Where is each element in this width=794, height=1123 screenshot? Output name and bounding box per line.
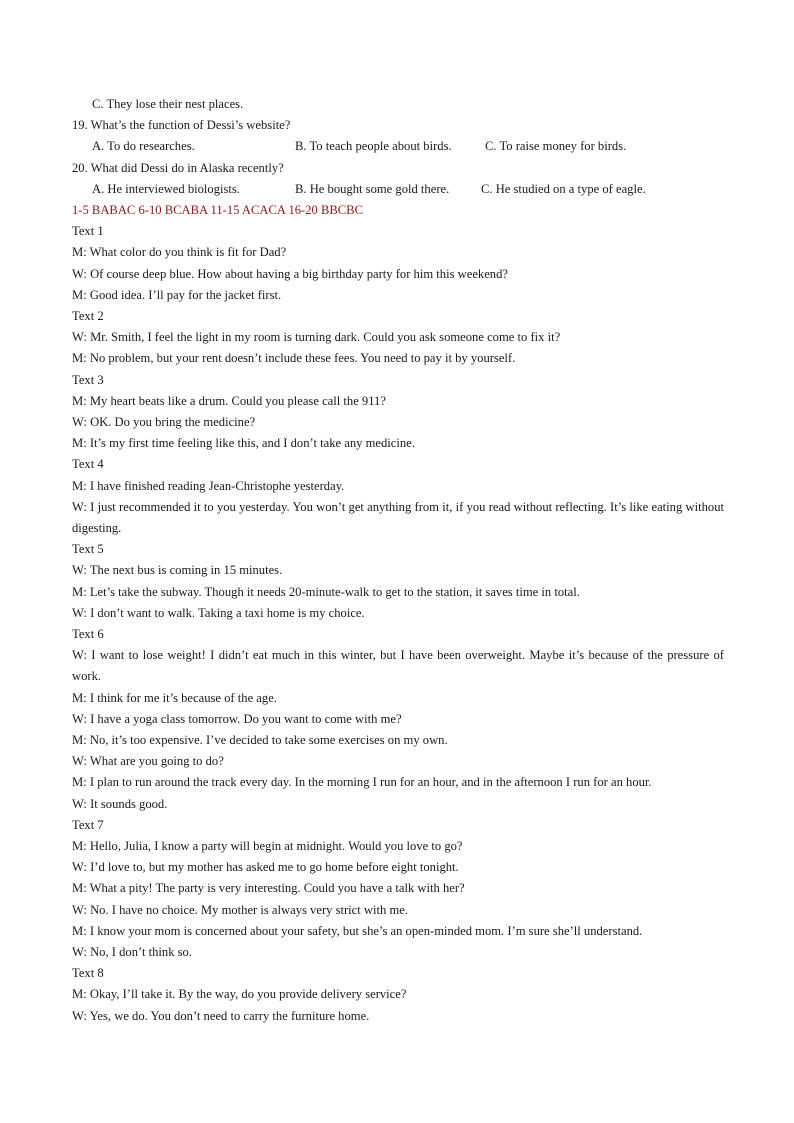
transcript-line: M: What color do you think is fit for Dad? <box>72 245 287 259</box>
transcript-line: M: I plan to run around the track every day. In the morning I run for an hour, and in the afternoon I run for an hour. <box>72 775 652 789</box>
q19-option-a: A. To do researches. <box>92 139 195 153</box>
transcript-line: W: No, I don’t think so. <box>72 945 192 959</box>
transcript-line: M: No problem, but your rent doesn’t include these fees. You need to pay it by yourself. <box>72 351 516 365</box>
transcript-line: W: Yes, we do. You don’t need to carry the furniture home. <box>72 1009 370 1023</box>
transcript-line: W: I just recommended it to you yesterday. You won’t get anything from it, if you read without reflecting. It’s like eating without digesting. <box>72 500 724 535</box>
transcript-line: W: I have a yoga class tomorrow. Do you want to come with me? <box>72 712 402 726</box>
transcript-line: M: No, it’s too expensive. I’ve decided to take some exercises on my own. <box>72 733 448 747</box>
transcript-line: M: Let’s take the subway. Though it needs 20-minute-walk to get to the station, it saves time in total. <box>72 585 580 599</box>
transcript-line: W: What are you going to do? <box>72 754 224 768</box>
text-5-heading: Text 5 <box>72 542 104 556</box>
transcript-line: M: My heart beats like a drum. Could you please call the 911? <box>72 394 386 408</box>
text-6-heading: Text 6 <box>72 627 104 641</box>
answer-key: 1-5 BABAC 6-10 BCABA 11-15 ACACA 16-20 BBCBC <box>72 203 363 217</box>
transcript-line: W: It sounds good. <box>72 797 168 811</box>
transcript-line: W: I don’t want to walk. Taking a taxi home is my choice. <box>72 606 365 620</box>
q20-option-c: C. He studied on a type of eagle. <box>481 182 646 196</box>
q19-question: 19. What’s the function of Dessi’s website? <box>72 118 291 132</box>
text-2-heading: Text 2 <box>72 309 104 323</box>
transcript-line: W: I’d love to, but my mother has asked me to go home before eight tonight. <box>72 860 459 874</box>
transcript-line: M: I have finished reading Jean-Christophe yesterday. <box>72 479 345 493</box>
transcript-line: M: I know your mom is concerned about your safety, but she’s an open-minded mom. I’m sure she’ll understand. <box>72 924 643 938</box>
q19-option-c: C. To raise money for birds. <box>485 139 627 153</box>
text-3-heading: Text 3 <box>72 373 104 387</box>
transcript-line: W: Of course deep blue. How about having a big birthday party for him this weekend? <box>72 267 508 281</box>
transcript-line: M: What a pity! The party is very interesting. Could you have a talk with her? <box>72 881 465 895</box>
q18-option-c: C. They lose their nest places. <box>92 97 244 111</box>
transcript-line: W: No. I have no choice. My mother is always very strict with me. <box>72 903 408 917</box>
text-4-heading: Text 4 <box>72 457 104 471</box>
q19-option-b: B. To teach people about birds. <box>295 139 452 153</box>
transcript-line: M: I think for me it’s because of the age. <box>72 691 277 705</box>
transcript-line: W: OK. Do you bring the medicine? <box>72 415 256 429</box>
q20-option-a: A. He interviewed biologists. <box>92 182 240 196</box>
transcript-line: M: Good idea. I’ll pay for the jacket first. <box>72 288 282 302</box>
transcript-line: M: Okay, I’ll take it. By the way, do you provide delivery service? <box>72 987 407 1001</box>
transcript-line: M: It’s my first time feeling like this, and I don’t take any medicine. <box>72 436 415 450</box>
text-7-heading: Text 7 <box>72 818 104 832</box>
transcript-line: M: Hello, Julia, I know a party will begin at midnight. Would you love to go? <box>72 839 463 853</box>
transcript-line: W: The next bus is coming in 15 minutes. <box>72 563 283 577</box>
q20-option-b: B. He bought some gold there. <box>295 182 450 196</box>
text-1-heading: Text 1 <box>72 224 104 238</box>
text-8-heading: Text 8 <box>72 966 104 980</box>
transcript-line: W: I want to lose weight! I didn’t eat much in this winter, but I have been overweight. Maybe it’s because of the pressure of work. <box>72 648 724 683</box>
transcript-line: W: Mr. Smith, I feel the light in my room is turning dark. Could you ask someone come to fix it? <box>72 330 561 344</box>
q20-question: 20. What did Dessi do in Alaska recently? <box>72 161 284 175</box>
